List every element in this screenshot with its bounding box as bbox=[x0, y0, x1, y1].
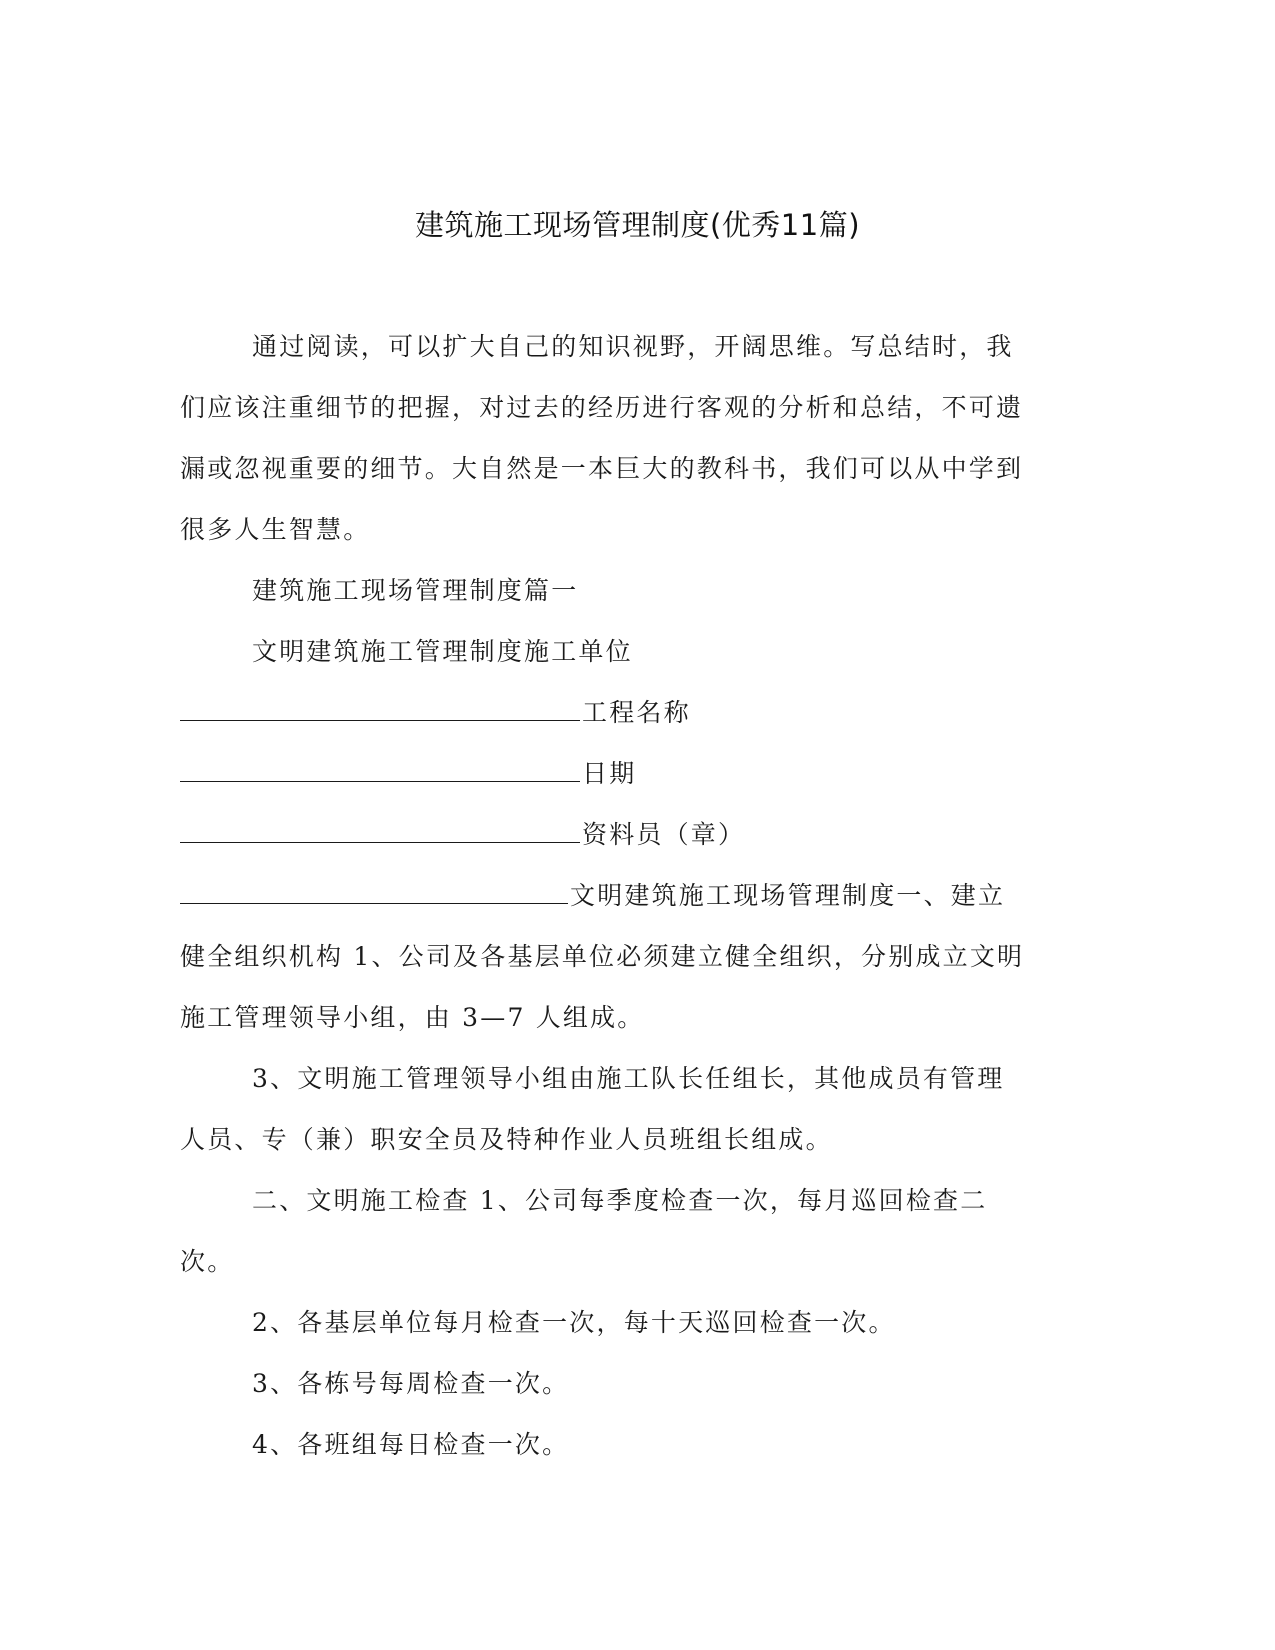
date-line bbox=[180, 743, 1030, 804]
intro-paragraph: 通过阅读，可以扩大自己的知识视野，开阔思维。写总结时，我们应该注重细节的把握，对过去的经历进行客观的分析和总结，不可遗漏或忽视重要的细节。大自然是一本巨大的教科书，我们可以从中学到很多人生智慧。 bbox=[180, 332, 1024, 544]
sub-heading: 文明建筑施工管理制度施工单位 bbox=[252, 637, 633, 666]
blank-line bbox=[180, 759, 580, 782]
paragraph-3: 二、文明施工检查 1、公司每季度检查一次，每月巡回检查二次。 bbox=[180, 1186, 988, 1276]
date-label: 日期 bbox=[582, 759, 637, 788]
paragraph-2: 3、文明施工管理领导小组由施工队长任组长，其他成员有管理人员、专（兼）职安全员及特种作业人员班组长组成。 bbox=[180, 1064, 1005, 1154]
document-body bbox=[180, 316, 1030, 1475]
project-name-line bbox=[180, 682, 1030, 743]
paragraph-6: 4、各班组每日检查一次。 bbox=[252, 1430, 570, 1459]
blank-line bbox=[180, 698, 580, 721]
blank-line bbox=[180, 820, 580, 843]
section-heading: 建筑施工现场管理制度篇一 bbox=[252, 576, 579, 605]
clerk-line bbox=[180, 804, 1030, 865]
paragraph-4: 2、各基层单位每月检查一次，每十天巡回检查一次。 bbox=[252, 1308, 896, 1337]
document-title: 建筑施工现场管理制度(优秀11篇) bbox=[414, 208, 861, 242]
paragraph-5: 3、各栋号每周检查一次。 bbox=[252, 1369, 570, 1398]
clerk-label: 资料员（章） bbox=[582, 820, 746, 849]
project-name-label: 工程名称 bbox=[582, 698, 691, 727]
paragraph-1: 文明建筑施工现场管理制度一、建立健全组织机构 1、公司及各基层单位必须建立健全组织，分别成立文明施工管理领导小组，由 3—7 人组成。 bbox=[180, 881, 1025, 1032]
blank-line bbox=[180, 881, 568, 904]
paragraph-1-line bbox=[180, 865, 1030, 1048]
